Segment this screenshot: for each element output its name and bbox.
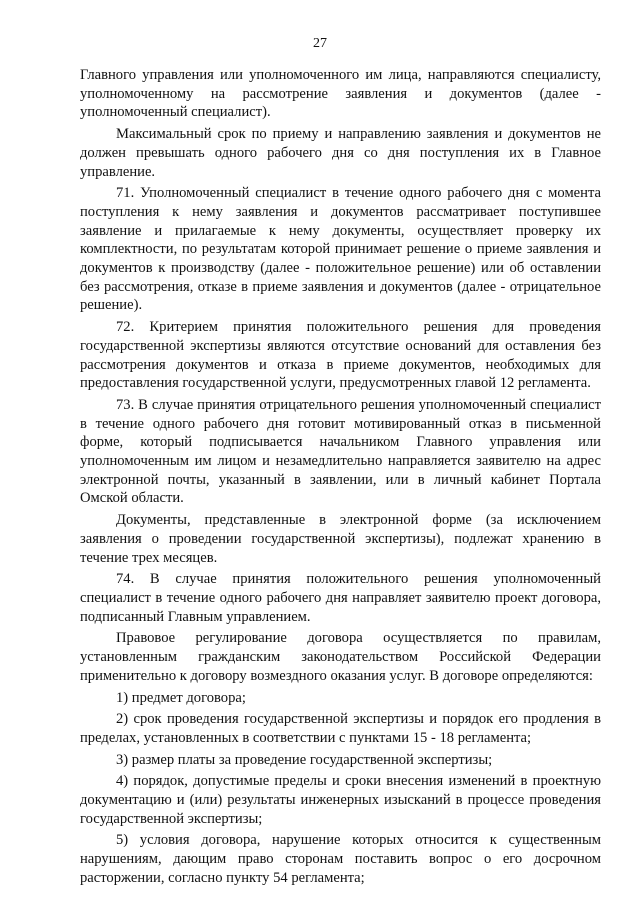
list-item-2: 2) срок проведения государственной экспертизы и порядок его продления в пределах, установленных в соответствии с пунктами 15 - 18 регламента; — [80, 711, 601, 746]
paragraph-71: 71. Уполномоченный специалист в течение одного рабочего дня с момента поступления к нему заявления и документов рассматривает поступившее заявление и прилагаемые к нему документы, осуществляет проверку их комплектности, по результатам которой принимает решение о приеме заявления и документов к производству (далее - положительное решение) или об оставлении без рассмотрения, отказе в приеме заявления и документов (далее - отрицательное решение). — [80, 185, 601, 314]
list-item-5: 5) условия договора, нарушение которых относится к существенным нарушениям, дающим право сторонам поставить вопрос о его досрочном расторжении, согласно пункту 54 регламента; — [80, 832, 601, 886]
list-item-3: 3) размер платы за проведение государственной экспертизы; — [116, 751, 493, 768]
paragraph-max-term: Максимальный срок по приему и направлению заявления и документов не должен превышать одного рабочего дня со дня поступления их в Главное управление. — [80, 126, 601, 180]
list-item-1: 1) предмет договора; — [116, 689, 246, 706]
paragraph-legal-regulation: Правовое регулирование договора осуществляется по правилам, установленным гражданским законодательством Российской Федерации применительно к договору возмездного оказания услуг. В договоре определяются: — [80, 630, 601, 684]
paragraph-72: 72. Критерием принятия положительного решения для проведения государственной экспертизы являются отсутствие оснований для оставления без рассмотрения документов и отказа в приеме документов, необходимых для предоставления государственной услуги, предусмотренных главой 12 регламента. — [80, 319, 601, 392]
list-item-4: 4) порядок, допустимые пределы и сроки внесения изменений в проектную документацию и (или) результаты инженерных изысканий в процессе проведения государственной экспертизы; — [80, 773, 601, 827]
document-body — [80, 66, 601, 891]
paragraph-74: 74. В случае принятия положительного решения уполномоченный специалист в течение одного рабочего дня направляет заявителю проект договора, подписанный Главным управлением. — [80, 571, 601, 625]
paragraph-storage: Документы, представленные в электронной форме (за исключением заявления о проведении государственной экспертизы), подлежат хранению в течение трех месяцев. — [80, 512, 601, 566]
page-number: 27 — [313, 36, 327, 51]
paragraph-73: 73. В случае принятия отрицательного решения уполномоченный специалист в течение одного рабочего дня готовит мотивированный отказ в письменной форме, который подписывается начальником Главного управления или уполномоченным им лицом и незамедлительно направляется заявителю на адрес электронной почты, указанный в заявлении, или в личный кабинет Портала Омской области. — [80, 396, 601, 507]
paragraph-continuation: Главного управления или уполномоченного им лица, направляются специалисту, уполномоченному на рассмотрение заявления и документов (далее - уполномоченный специалист). — [80, 67, 601, 121]
